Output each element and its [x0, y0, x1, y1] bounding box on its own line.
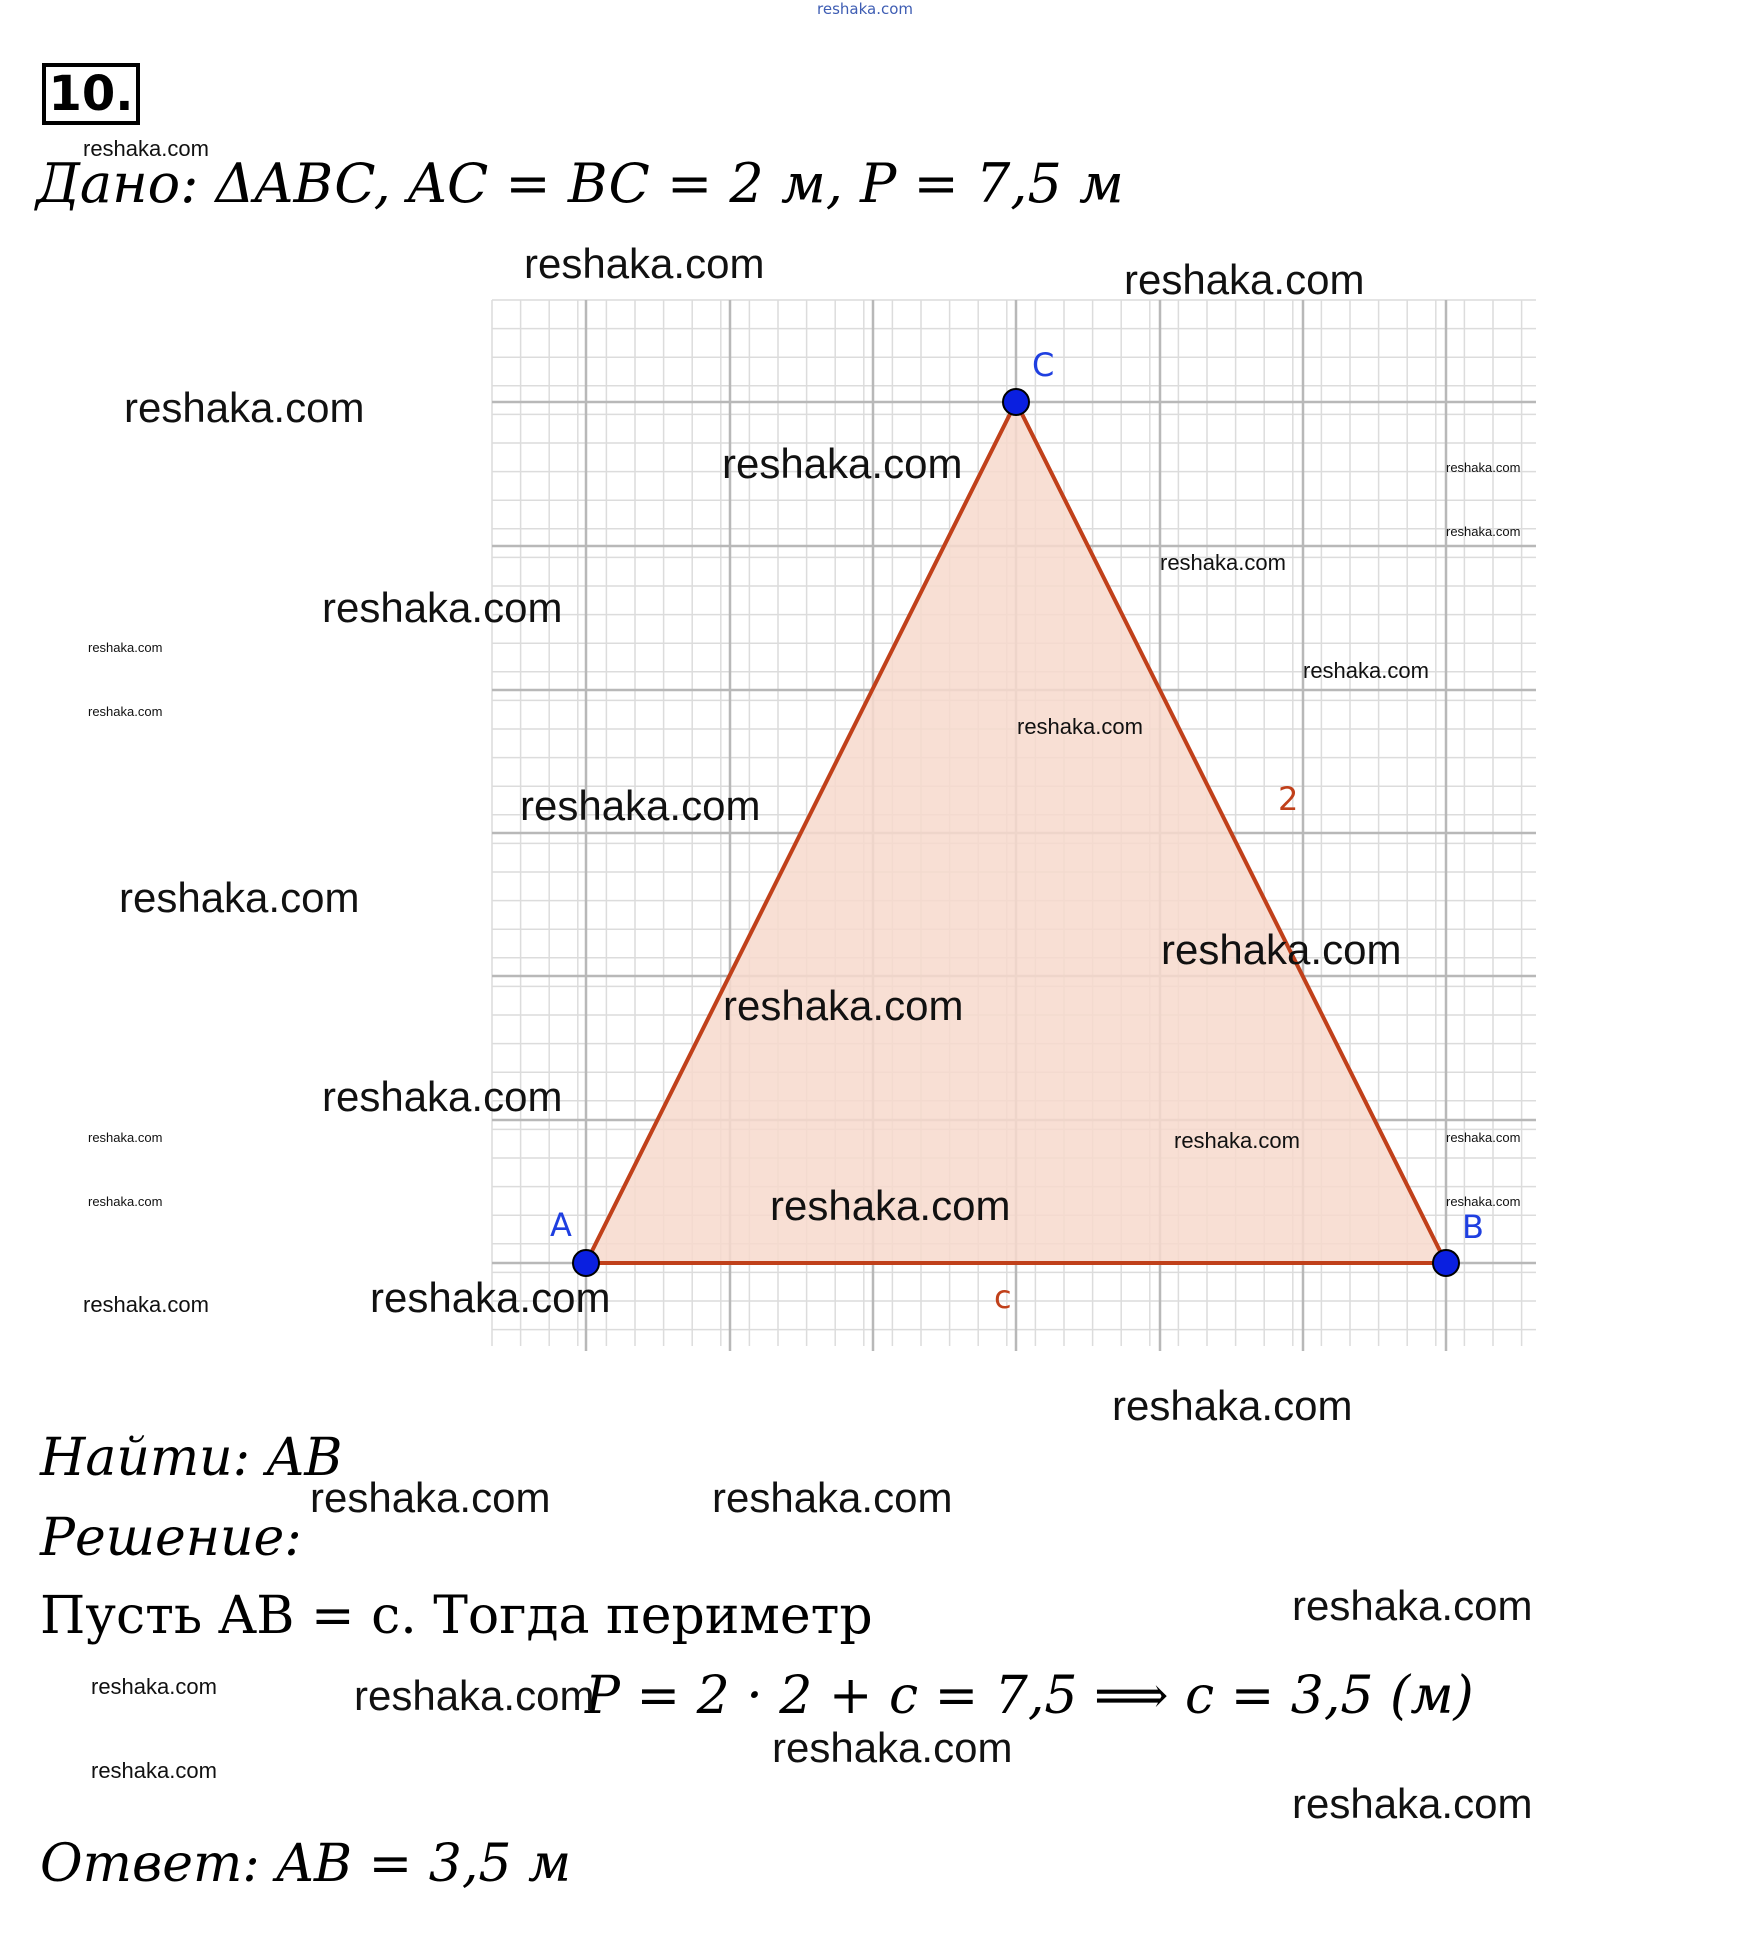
- watermark: reshaka.com: [119, 874, 360, 921]
- watermark: reshaka.com: [370, 1274, 611, 1321]
- site-header-link[interactable]: reshaka.com: [817, 0, 913, 18]
- watermark: reshaka.com: [322, 1073, 563, 1120]
- watermark: reshaka.com: [1174, 1128, 1300, 1153]
- watermark: reshaka.com: [88, 704, 163, 719]
- watermark: reshaka.com: [1446, 1194, 1521, 1209]
- watermark: reshaka.com: [722, 440, 963, 487]
- side-bc-label: 2: [1278, 780, 1299, 818]
- watermark: reshaka.com: [310, 1474, 551, 1521]
- watermark: reshaka.com: [91, 1758, 217, 1783]
- point-b: [1433, 1250, 1459, 1276]
- watermark: reshaka.com: [83, 1292, 209, 1317]
- answer-label: Ответ: [40, 1834, 243, 1894]
- let-text: Пусть AB = c. Тогда периметр: [40, 1586, 873, 1646]
- watermark: reshaka.com: [1303, 658, 1429, 683]
- side-ab-label: c: [994, 1278, 1012, 1316]
- watermark: reshaka.com: [1292, 1582, 1533, 1629]
- watermark: reshaka.com: [1161, 926, 1402, 973]
- answer-line: [40, 1834, 571, 1894]
- given-text: : ΔABC, AC = BC = 2 м, P = 7,5 м: [180, 152, 1124, 215]
- find-label: Найти: [40, 1428, 233, 1488]
- point-a-label: A: [550, 1206, 572, 1244]
- watermark: reshaka.com: [712, 1474, 953, 1521]
- watermark: reshaka.com: [1446, 460, 1521, 475]
- point-c: [1003, 389, 1029, 415]
- watermark: reshaka.com: [520, 782, 761, 829]
- watermark: reshaka.com: [88, 1194, 163, 1209]
- point-a: [573, 1250, 599, 1276]
- find-line: [40, 1428, 342, 1488]
- watermark: reshaka.com: [91, 1674, 217, 1699]
- point-b-label: B: [1462, 1208, 1484, 1246]
- find-text: : AB: [232, 1428, 343, 1488]
- watermark: reshaka.com: [1292, 1780, 1533, 1827]
- watermark: reshaka.com: [1124, 256, 1365, 303]
- point-c-label: C: [1032, 346, 1055, 384]
- task-number: 10.: [42, 63, 140, 125]
- watermark: reshaka.com: [124, 384, 365, 431]
- watermark: reshaka.com: [524, 240, 765, 287]
- watermark: reshaka.com: [1446, 524, 1521, 539]
- given-label: Дано: [36, 152, 181, 215]
- answer-text: : AB = 3,5 м: [242, 1834, 572, 1894]
- watermark: reshaka.com: [770, 1182, 1011, 1229]
- watermark: reshaka.com: [88, 1130, 163, 1145]
- solution-label: Решение:: [40, 1508, 302, 1568]
- watermark: reshaka.com: [723, 982, 964, 1029]
- watermark: reshaka.com: [1017, 714, 1143, 739]
- perimeter-formula: P = 2 · 2 + c = 7,5 ⟹ c = 3,5 (м): [585, 1666, 1474, 1726]
- watermark: reshaka.com: [83, 136, 209, 161]
- watermark: reshaka.com: [1112, 1382, 1353, 1429]
- watermark: reshaka.com: [88, 640, 163, 655]
- watermark: reshaka.com: [322, 584, 563, 631]
- watermark: reshaka.com: [354, 1672, 595, 1719]
- watermark: reshaka.com: [1160, 550, 1286, 575]
- watermark: reshaka.com: [1446, 1130, 1521, 1145]
- watermark: reshaka.com: [772, 1724, 1013, 1771]
